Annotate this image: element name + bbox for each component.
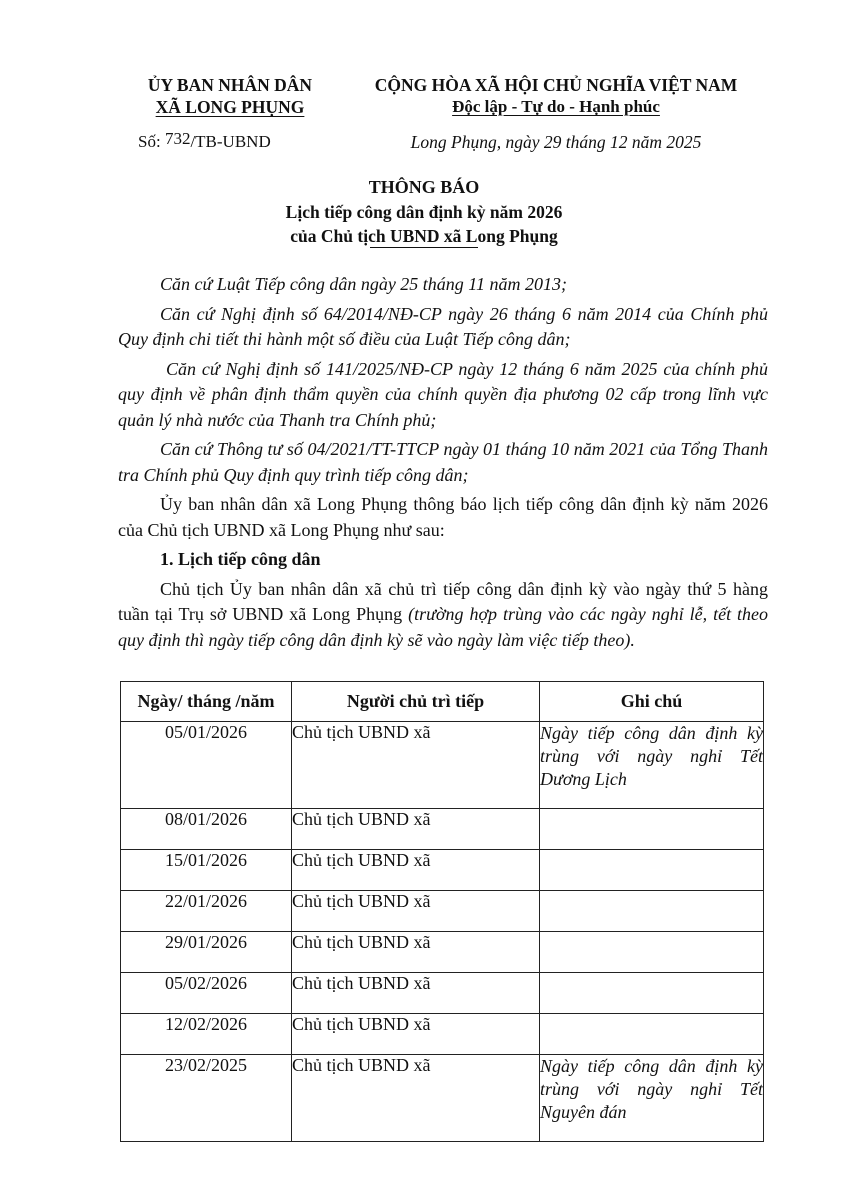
cell-host: Chủ tịch UBND xã — [292, 850, 540, 891]
table-row — [121, 932, 764, 973]
section-note: (trường hợp trùng vào các ngày nghỉ lễ, tết theo quy định thì ngày tiếp công dân định kỳ sẽ vào ngày làm việc tiếp theo). — [118, 604, 769, 650]
cell-host: Chủ tịch UBND xã — [292, 809, 540, 850]
org-line-1: ỦY BAN NHÂN DÂN — [147, 75, 313, 95]
cell-date: 15/01/2026 — [121, 850, 292, 891]
cell-host: Chủ tịch UBND xã — [292, 1014, 540, 1055]
table-row — [121, 722, 764, 809]
document-body — [118, 272, 768, 657]
basis-paragraph: Căn cứ Nghị định số 64/2014/NĐ-CP ngày 26 tháng 6 năm 2014 của Chính phủ Quy định chi tiết thi hành một số điều của Luật Tiếp công dân; — [118, 303, 768, 349]
document-type: THÔNG BÁO — [368, 177, 480, 197]
doc-no-value: 732 — [164, 129, 191, 148]
subject-line-2: của Chủ tịch UBND xã Long Phụng — [290, 226, 558, 246]
cell-host: Chủ tịch UBND xã — [292, 722, 540, 809]
cell-host: Chủ tịch UBND xã — [292, 932, 540, 973]
cell-note — [540, 891, 764, 932]
table-row — [121, 809, 764, 850]
document-title — [0, 174, 848, 248]
intro-paragraph: Ủy ban nhân dân xã Long Phụng thông báo lịch tiếp công dân định kỳ năm 2026 của Chủ tịch UBND xã Long Phụng như sau: — [118, 494, 768, 540]
basis-paragraph: Căn cứ Thông tư số 04/2021/TT-TTCP ngày 01 tháng 10 năm 2021 của Tổng Thanh tra Chính phủ Quy định quy trình tiếp công dân; — [118, 439, 768, 485]
table-header-row — [121, 682, 764, 722]
issuing-organization — [130, 74, 330, 118]
section-heading: 1. Lịch tiếp công dân — [160, 549, 321, 569]
cell-date: 08/01/2026 — [121, 809, 292, 850]
section-paragraph — [118, 577, 768, 654]
basis-paragraph: Căn cứ Luật Tiếp công dân ngày 25 tháng 11 năm 2013; — [160, 274, 567, 294]
table-row — [121, 1055, 764, 1142]
cell-date: 23/02/2025 — [121, 1055, 292, 1142]
cell-host: Chủ tịch UBND xã — [292, 973, 540, 1014]
cell-note — [540, 809, 764, 850]
document-number — [138, 129, 271, 152]
cell-note: Ngày tiếp công dân định kỳ trùng với ngày nghỉ Tết Nguyên đán — [540, 1055, 764, 1142]
cell-note: Ngày tiếp công dân định kỳ trùng với ngày nghỉ Tết Dương Lịch — [540, 722, 764, 809]
cell-note — [540, 1014, 764, 1055]
table-row — [121, 850, 764, 891]
basis-paragraph: Căn cứ Nghị định số 141/2025/NĐ-CP ngày 12 tháng 6 năm 2025 của chính phủ quy định về phân định thẩm quyền của chính quyền địa phương 02 cấp trong lĩnh vực quản lý nhà nước của Thanh tra Chính phủ; — [118, 358, 768, 430]
cell-date: 29/01/2026 — [121, 932, 292, 973]
col-header-note: Ghi chú — [540, 682, 764, 722]
cell-note — [540, 973, 764, 1014]
table-row — [121, 973, 764, 1014]
cell-date: 22/01/2026 — [121, 891, 292, 932]
section-text: Chủ tịch Ủy ban nhân dân xã chủ trì tiếp công dân định kỳ vào ngày thứ 5 hàng tuần tại Trụ sở UBND xã Long Phụng — [118, 578, 768, 624]
cell-date: 05/02/2026 — [121, 973, 292, 1014]
nation-line-2: Độc lập - Tự do - Hạnh phúc — [452, 97, 660, 116]
doc-no-label: Số: — [138, 132, 161, 151]
cell-host: Chủ tịch UBND xã — [292, 1055, 540, 1142]
cell-date: 12/02/2026 — [121, 1014, 292, 1055]
table-row — [121, 891, 764, 932]
table-row — [121, 1014, 764, 1055]
col-header-date: Ngày/ tháng /năm — [121, 682, 292, 722]
org-line-2: XÃ LONG PHỤNG — [155, 97, 305, 117]
subject-line-1: Lịch tiếp công dân định kỳ năm 2026 — [285, 202, 563, 222]
col-header-host: Người chủ trì tiếp — [292, 682, 540, 722]
cell-note — [540, 932, 764, 973]
schedule-table — [120, 681, 764, 1142]
cell-note — [540, 850, 764, 891]
title-divider — [370, 247, 478, 248]
nation-line-1: CỘNG HÒA XÃ HỘI CHỦ NGHĨA VIỆT NAM — [374, 75, 738, 95]
doc-no-suffix: /TB-UBND — [190, 132, 271, 151]
cell-host: Chủ tịch UBND xã — [292, 891, 540, 932]
cell-date: 05/01/2026 — [121, 722, 292, 809]
national-motto — [352, 74, 760, 118]
place-date: Long Phụng, ngày 29 tháng 12 năm 2025 — [410, 132, 702, 152]
